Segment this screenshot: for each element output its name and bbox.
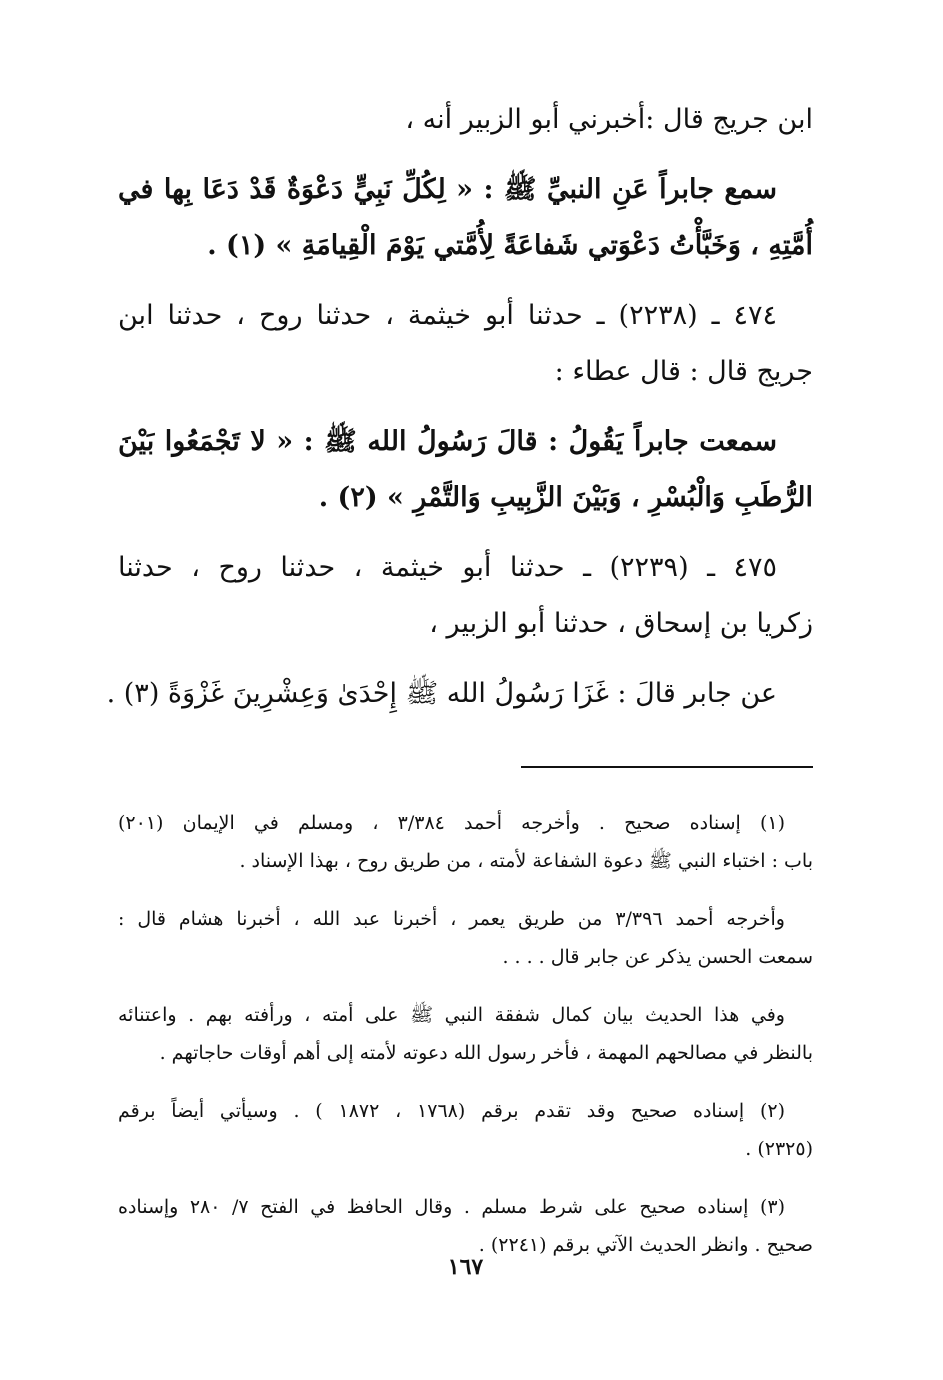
footnote-2 bbox=[118, 1092, 813, 1168]
footnote-line: (٢٣٢٥) . bbox=[745, 1138, 813, 1160]
footnote-1-commentary bbox=[118, 996, 813, 1072]
footnote-line: بالنظر في مصالحهم المهمة ، فأخر رسول الله دعوته لأمته إلى أهم أوقات حاجاتهم . bbox=[159, 1042, 813, 1064]
footnote-1 bbox=[118, 804, 813, 880]
footnotes bbox=[118, 804, 813, 1284]
text-line: عن جابر قالَ : غَزَا رَسُولُ الله ﷺ إِحْدَىٰ وَعِشْرِينَ غَزْوَةً (٣) . bbox=[106, 678, 777, 709]
footnote-1-continued bbox=[118, 900, 813, 976]
paragraph-1 bbox=[118, 92, 813, 148]
footnote-line: (٣) إسناده صحيح على شرط مسلم . وقال الحافظ في الفتح ٧/ ٢٨٠ وإسناده bbox=[118, 1196, 785, 1218]
text-line: سمعت جابراً يَقُولُ : قالَ رَسُولُ الله ﷺ : « لا تَجْمَعُوا بَيْنَ bbox=[118, 426, 777, 457]
footnote-line: صحيح . وانظر الحديث الآتي برقم (٢٢٤١) . bbox=[478, 1234, 813, 1256]
page-number: ١٦٧ bbox=[447, 1254, 484, 1280]
text-line: ٤٧٤ ـ (٢٢٣٨) ـ حدثنا أبو خيثمة ، حدثنا روح ، حدثنا ابن bbox=[118, 300, 778, 331]
footnote-divider bbox=[521, 766, 813, 768]
book-page bbox=[106, 92, 813, 1380]
hadith-475-isnad bbox=[118, 540, 813, 652]
text-line: أُمَّتِهِ ، وَخَبَّأْتُ دَعْوَتي شَفاعَةً لِأُمَّتي يَوْمَ الْقِيامَةِ » (١) . bbox=[207, 230, 813, 261]
text-line: ابن جريج قال :أخبرني أبو الزبير أنه ، bbox=[405, 104, 813, 135]
footnote-line: سمعت الحسن يذكر عن جابر قال . . . . bbox=[502, 946, 813, 968]
hadith-474-isnad bbox=[118, 288, 813, 400]
footnote-3 bbox=[118, 1188, 813, 1264]
text-line: الرُّطَبِ وَالْبُسْرِ ، وَبَيْنَ الزَّبِيبِ وَالتَّمْرِ » (٢) . bbox=[318, 482, 813, 513]
hadith-475-text bbox=[106, 666, 813, 722]
footnote-line: وأخرجه أحمد ٣/٣٩٦ من طريق يعمر ، أخبرنا عبد الله ، أخبرنا هشام قال : bbox=[118, 908, 785, 930]
hadith-473-text bbox=[118, 162, 813, 274]
hadith-474-text bbox=[118, 414, 813, 526]
footnote-line: (٢) إسناده صحيح وقد تقدم برقم (١٧٦٨ ، ١٨٧٢ ) . وسيأتي أيضاً برقم bbox=[118, 1100, 785, 1122]
main-text bbox=[106, 92, 813, 722]
footnote-line: باب : اختباء النبي ﷺ دعوة الشفاعة لأمته ، من طريق روح ، بهذا الإسناد . bbox=[239, 850, 813, 872]
footnote-line: وفي هذا الحديث بيان كمال شفقة النبي ﷺ على أمته ، ورأفته بهم . واعتنائه bbox=[118, 1004, 785, 1026]
text-line: سمع جابراً عَنِ النبيِّ ﷺ : « لِكُلِّ نَبِيٍّ دَعْوَةٌ قَدْ دَعَا بِها في bbox=[118, 174, 777, 205]
footnote-line: (١) إسناده صحيح . وأخرجه أحمد ٣/٣٨٤ ، ومسلم في الإيمان (٢٠١) bbox=[118, 812, 785, 834]
text-line: ٤٧٥ ـ (٢٢٣٩) ـ حدثنا أبو خيثمة ، حدثنا روح ، حدثنا bbox=[118, 552, 777, 583]
text-line: زكريا بن إسحاق ، حدثنا أبو الزبير ، bbox=[429, 608, 813, 639]
text-line: جريج قال : قال عطاء : bbox=[554, 356, 813, 387]
